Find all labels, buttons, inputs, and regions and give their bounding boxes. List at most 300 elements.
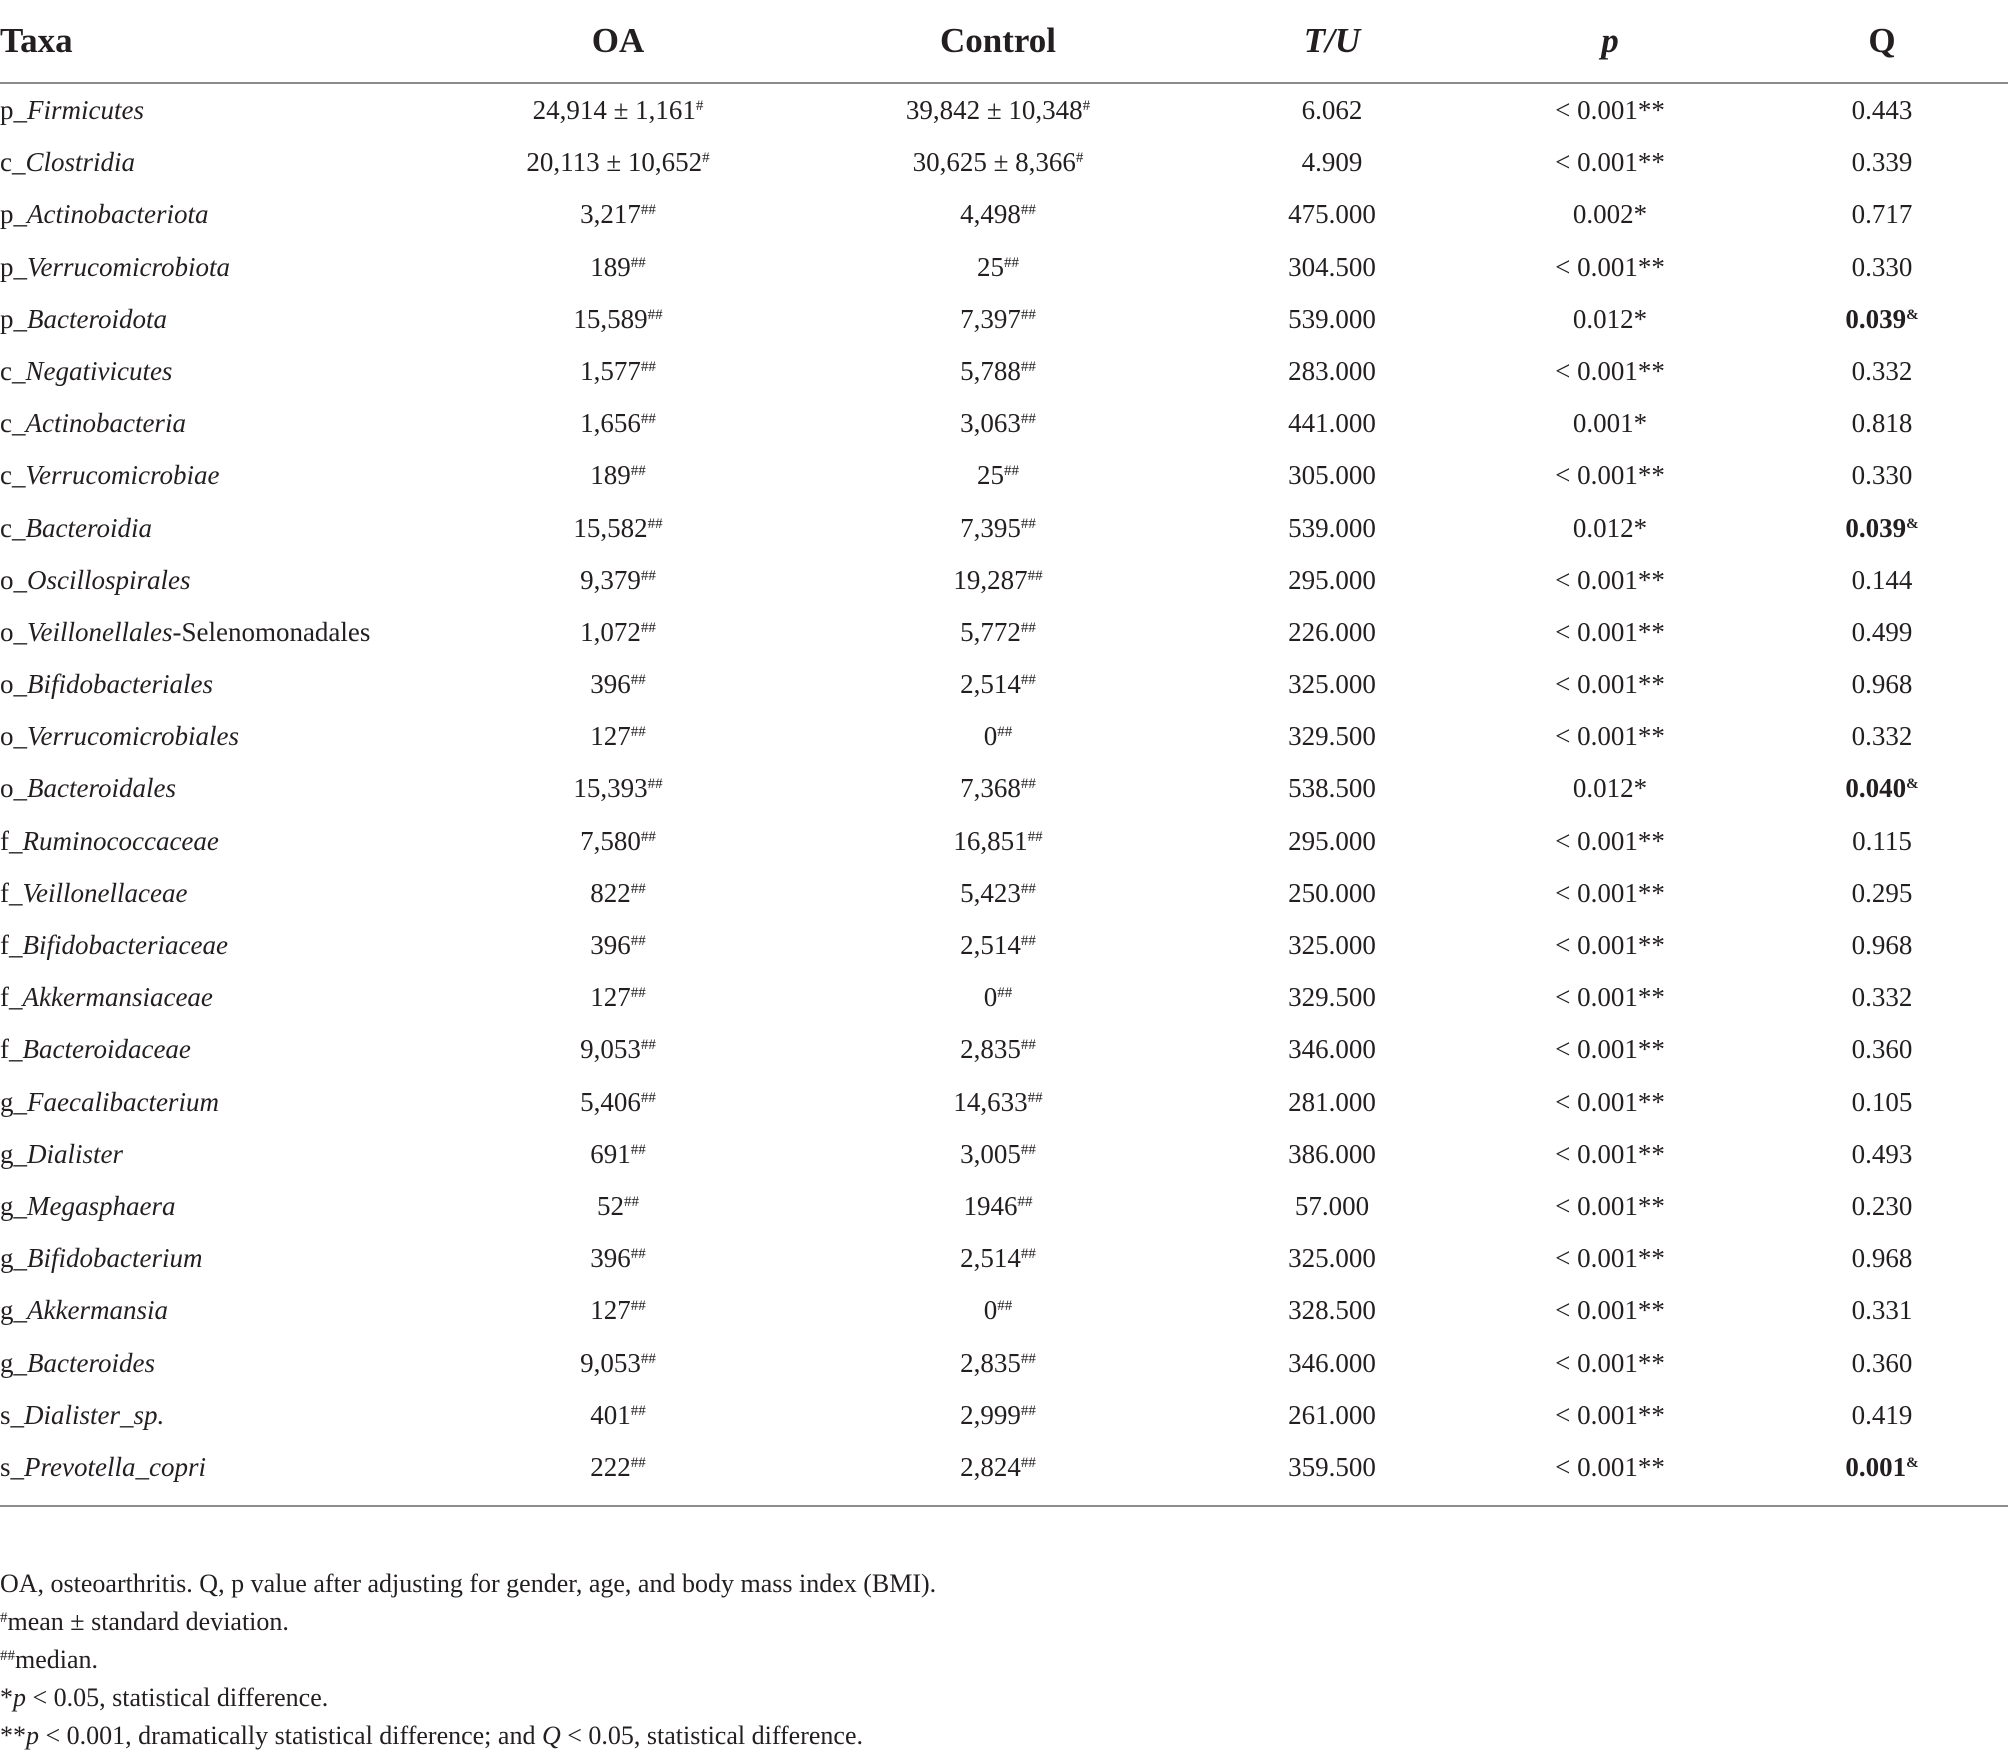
tu-cell: [1288, 606, 1376, 658]
oa-cell: [526, 136, 709, 188]
table-row: [0, 136, 2008, 188]
control-mark: ##: [1020, 1246, 1036, 1263]
control-mark: ##: [1020, 672, 1036, 689]
control-value: 5,772: [960, 616, 1021, 647]
oa-cell: [590, 710, 646, 762]
oa-mark: #: [695, 98, 704, 114]
oa-mark: ##: [640, 619, 656, 636]
tu-value: 283.000: [1288, 355, 1376, 386]
header-oa: OA: [591, 21, 645, 60]
footnote-mark: **: [0, 1721, 26, 1750]
q-cell: [1845, 762, 1918, 814]
tu-value: 328.500: [1288, 1295, 1376, 1326]
q-cell: [1852, 188, 1913, 240]
table-row: [0, 710, 2008, 762]
oa-cell: [597, 1180, 639, 1232]
footnote-dramatic-significance: [0, 1717, 936, 1755]
oa-value: 396: [590, 669, 631, 700]
oa-value: 15,582: [573, 512, 648, 543]
tu-value: 304.500: [1288, 251, 1376, 282]
oa-cell: [590, 1284, 646, 1336]
taxa-rank-prefix: o_: [0, 773, 27, 804]
oa-value: 20,113 ± 10,652: [526, 147, 703, 178]
taxa-cell: [0, 606, 370, 658]
taxa-rank-prefix: f_: [0, 982, 23, 1013]
oa-value: 822: [590, 877, 631, 908]
footnote-median: [0, 1641, 936, 1679]
taxa-name: Bacteroidota: [27, 303, 167, 334]
p-cell: [1573, 397, 1647, 449]
p-value: 0.012*: [1572, 303, 1648, 334]
control-value: 3,005: [960, 1138, 1021, 1169]
q-value: 0.115: [1852, 825, 1912, 856]
tu-value: 325.000: [1288, 669, 1376, 700]
control-cell: [953, 815, 1042, 867]
q-mark: &: [1906, 1454, 1919, 1471]
oa-value: 7,580: [580, 825, 641, 856]
header-taxa: Taxa: [0, 21, 73, 60]
tu-cell: [1288, 762, 1376, 814]
control-cell: [906, 84, 1090, 136]
p-value: < 0.001**: [1555, 1295, 1665, 1326]
p-value: < 0.001**: [1555, 1243, 1665, 1274]
p-cell: [1573, 293, 1647, 345]
q-cell: [1845, 502, 1918, 554]
q-cell: [1852, 1128, 1913, 1180]
control-mark: ##: [1027, 567, 1043, 584]
control-value: 2,514: [960, 1243, 1021, 1274]
table-row: [0, 1076, 2008, 1128]
tu-value: 57.000: [1294, 1190, 1370, 1221]
p-value: < 0.001**: [1555, 877, 1665, 908]
q-cell: [1852, 1023, 1913, 1075]
q-value: 0.039: [1845, 512, 1907, 543]
oa-cell: [580, 1023, 656, 1075]
oa-mark: ##: [630, 1454, 646, 1471]
control-mark: ##: [1004, 463, 1019, 480]
p-value: < 0.001**: [1555, 1034, 1665, 1065]
oa-value: 1,656: [580, 408, 641, 439]
footnote-mark: *: [0, 1683, 13, 1712]
taxa-rank-prefix: f_: [0, 1034, 23, 1065]
control-cell: [977, 241, 1019, 293]
table-row: [0, 1337, 2008, 1389]
q-value: 0.332: [1851, 721, 1913, 752]
oa-mark: ##: [647, 515, 663, 532]
header-q: Q: [1868, 21, 1896, 60]
control-value: 5,788: [960, 355, 1021, 386]
control-cell: [960, 502, 1036, 554]
control-mark: ##: [1020, 306, 1036, 323]
p-value: < 0.001**: [1555, 930, 1665, 960]
p-value: < 0.001**: [1555, 355, 1665, 386]
tu-value: 6.062: [1301, 95, 1363, 125]
q-value: 0.443: [1851, 95, 1913, 125]
oa-mark: ##: [640, 1350, 656, 1367]
taxa-cell: [0, 1284, 168, 1336]
p-value: < 0.001**: [1555, 616, 1665, 647]
table-row: [0, 345, 2008, 397]
table-row: [0, 241, 2008, 293]
oa-value: 3,217: [580, 199, 641, 230]
oa-mark: ##: [640, 411, 656, 428]
taxa-cell: [0, 919, 228, 971]
footnote-text: < 0.001, dramatically statistical difference; and: [39, 1721, 542, 1750]
header-control: Control: [939, 21, 1057, 60]
oa-mark: ##: [640, 202, 656, 219]
control-value: 0: [983, 982, 998, 1013]
taxa-rank-prefix: c_: [0, 408, 26, 439]
control-value: 1946: [963, 1190, 1018, 1221]
control-mark: #: [1082, 98, 1091, 114]
q-value: 0.332: [1851, 982, 1913, 1013]
q-value: 0.332: [1851, 355, 1913, 386]
tu-cell: [1288, 502, 1376, 554]
footnote-variable: Q: [541, 1721, 561, 1750]
q-value: 0.818: [1851, 408, 1913, 439]
header-p: p: [1601, 21, 1619, 60]
q-value: 0.330: [1851, 251, 1913, 282]
taxa-cell: [0, 136, 135, 188]
oa-mark: ##: [640, 1089, 656, 1106]
p-value: < 0.001**: [1555, 982, 1665, 1013]
q-cell: [1852, 710, 1913, 762]
tu-cell: [1288, 345, 1376, 397]
taxa-name: Verrucomicrobiae: [25, 460, 220, 491]
table-row: [0, 867, 2008, 919]
tu-cell: [1288, 1389, 1376, 1441]
control-value: 16,851: [953, 825, 1028, 856]
q-cell: [1852, 867, 1913, 919]
control-value: 3,063: [960, 408, 1021, 439]
control-value: 2,514: [960, 669, 1021, 700]
taxa-cell: [0, 241, 230, 293]
taxa-name: Firmicutes: [27, 95, 144, 125]
taxa-name: Bacteroidia: [25, 512, 152, 543]
control-cell: [960, 762, 1036, 814]
p-cell: [1555, 84, 1665, 136]
taxa-cell: [0, 1076, 219, 1128]
control-cell: [960, 1441, 1036, 1493]
control-value: 39,842 ± 10,348: [905, 95, 1083, 125]
header-tu: T/U: [1303, 21, 1361, 60]
table-row: [0, 554, 2008, 606]
taxa-rank-prefix: g_: [0, 1243, 27, 1274]
oa-cell: [573, 502, 662, 554]
footnote-text: < 0.05, statistical difference.: [560, 1721, 863, 1750]
control-mark: ##: [1020, 1141, 1036, 1158]
q-cell: [1852, 1076, 1913, 1128]
q-cell: [1852, 345, 1913, 397]
control-value: 2,999: [960, 1399, 1021, 1430]
oa-cell: [573, 293, 662, 345]
p-value: < 0.001**: [1555, 1190, 1665, 1221]
control-cell: [960, 867, 1036, 919]
taxa-cell: [0, 188, 208, 240]
taxa-name: Akkermansia: [27, 1295, 168, 1326]
oa-value: 1,072: [580, 616, 641, 647]
table-footnotes: [0, 1565, 936, 1755]
control-cell: [953, 554, 1042, 606]
q-value: 0.968: [1851, 669, 1913, 700]
oa-mark: ##: [630, 1246, 646, 1263]
table-row: [0, 1441, 2008, 1493]
control-cell: [984, 971, 1013, 1023]
q-cell: [1852, 919, 1913, 971]
taxa-cell: [0, 1337, 155, 1389]
control-value: 25: [977, 251, 1004, 282]
control-value: 5,423: [960, 877, 1021, 908]
taxa-rank-prefix: p_: [0, 95, 27, 125]
oa-cell: [590, 1232, 646, 1284]
taxa-rank-prefix: c_: [0, 460, 26, 491]
taxa-name: Actinobacteria: [25, 408, 186, 439]
control-value: 14,633: [953, 1086, 1028, 1117]
oa-cell: [590, 1128, 646, 1180]
control-cell: [984, 710, 1013, 762]
oa-mark: ##: [630, 1402, 646, 1419]
taxa-rank-prefix: g_: [0, 1190, 27, 1221]
taxa-cell: [0, 1180, 175, 1232]
taxa-name: Dialister_sp.: [24, 1399, 165, 1430]
control-cell: [964, 1180, 1033, 1232]
taxa-name: Prevotella_copri: [24, 1451, 206, 1482]
tu-cell: [1288, 188, 1376, 240]
oa-mark: ##: [630, 463, 646, 480]
taxa-rank-prefix: g_: [0, 1086, 27, 1117]
tu-cell: [1288, 867, 1376, 919]
p-cell: [1555, 554, 1665, 606]
taxa-name: Bacteroides: [27, 1347, 155, 1378]
taxa-cell: [0, 710, 239, 762]
footnote-text: < 0.05, statistical difference.: [26, 1683, 329, 1712]
taxa-name: Actinobacteriota: [27, 199, 209, 230]
taxa-name: Veillonellales: [27, 616, 173, 647]
oa-value: 9,053: [580, 1347, 641, 1378]
tu-cell: [1288, 241, 1376, 293]
control-mark: ##: [1020, 619, 1036, 636]
q-value: 0.230: [1851, 1190, 1913, 1221]
taxa-cell: [0, 867, 187, 919]
oa-value: 15,393: [573, 773, 648, 804]
oa-mark: ##: [630, 985, 646, 1002]
q-value: 0.331: [1851, 1295, 1913, 1326]
q-cell: [1852, 971, 1913, 1023]
taxa-cell: [0, 397, 186, 449]
oa-mark: ##: [630, 933, 646, 949]
p-cell: [1555, 1180, 1665, 1232]
taxa-cell: [0, 658, 213, 710]
tu-value: 329.500: [1288, 721, 1376, 752]
tu-cell: [1288, 1128, 1376, 1180]
control-cell: [953, 1076, 1042, 1128]
p-value: < 0.001**: [1555, 1138, 1665, 1169]
q-cell: [1845, 293, 1918, 345]
control-mark: ##: [1020, 1402, 1036, 1419]
footnote-text: mean ± standard deviation.: [7, 1607, 289, 1636]
control-value: 2,835: [960, 1347, 1021, 1378]
taxa-rank-prefix: p_: [0, 199, 27, 230]
oa-mark: ##: [630, 880, 646, 897]
q-value: 0.040: [1845, 773, 1907, 804]
tu-value: 250.000: [1288, 877, 1376, 908]
tu-cell: [1288, 919, 1376, 971]
q-value: 0.295: [1851, 877, 1913, 908]
q-cell: [1852, 449, 1913, 501]
p-cell: [1555, 971, 1665, 1023]
control-value: 19,287: [953, 564, 1028, 595]
oa-mark: ##: [647, 776, 663, 793]
oa-mark: ##: [647, 306, 663, 323]
taxa-name: Oscillospirales: [27, 564, 191, 595]
taxa-rank-prefix: c_: [0, 355, 26, 386]
control-mark: ##: [1020, 1350, 1036, 1367]
p-value: < 0.001**: [1555, 1086, 1665, 1117]
oa-cell: [580, 606, 656, 658]
q-cell: [1852, 136, 1913, 188]
tu-value: 329.500: [1288, 982, 1376, 1013]
p-value: 0.012*: [1572, 512, 1648, 543]
control-value: 0: [983, 721, 998, 752]
control-mark: ##: [1020, 1454, 1036, 1471]
taxa-cell: [0, 1389, 164, 1441]
taxa-cell: [0, 815, 219, 867]
footnote-mean: [0, 1603, 936, 1641]
oa-value: 9,053: [580, 1034, 641, 1065]
control-cell: [960, 1232, 1036, 1284]
control-value: 7,397: [960, 303, 1021, 334]
oa-mark: ##: [630, 254, 646, 271]
taxa-name: Ruminococcaceae: [22, 825, 219, 856]
q-cell: [1852, 606, 1913, 658]
control-mark: ##: [1020, 776, 1036, 793]
control-mark: ##: [1027, 828, 1043, 845]
taxa-rank-prefix: c_: [0, 147, 26, 178]
control-mark: ##: [1020, 515, 1036, 532]
oa-cell: [590, 1389, 646, 1441]
taxa-cell: [0, 293, 167, 345]
q-cell: [1852, 1389, 1913, 1441]
oa-mark: ##: [630, 724, 646, 741]
oa-value: 5,406: [580, 1086, 641, 1117]
tu-cell: [1302, 136, 1363, 188]
taxa-rank-prefix: p_: [0, 303, 27, 334]
p-cell: [1555, 919, 1665, 971]
tu-value: 325.000: [1288, 930, 1376, 960]
p-cell: [1555, 1389, 1665, 1441]
p-value: < 0.001**: [1555, 147, 1665, 178]
tu-value: 4.909: [1301, 147, 1363, 178]
control-cell: [960, 293, 1036, 345]
footnote-text: median.: [15, 1645, 99, 1674]
tu-value: 346.000: [1288, 1034, 1376, 1065]
control-value: 30,625 ± 8,366: [912, 147, 1076, 178]
table-row: [0, 1128, 2008, 1180]
control-mark: ##: [997, 724, 1013, 741]
p-value: < 0.001**: [1555, 95, 1665, 125]
control-mark: ##: [1020, 1037, 1036, 1054]
tu-value: 295.000: [1288, 564, 1376, 595]
taxa-name: Verrucomicrobiota: [27, 251, 230, 282]
p-cell: [1555, 1128, 1665, 1180]
footnote-abbreviations: OA, osteoarthritis. Q, p value after adjusting for gender, age, and body mass index (BMI).: [0, 1569, 937, 1598]
control-value: 2,514: [960, 930, 1021, 960]
p-value: 0.001*: [1572, 408, 1648, 439]
control-mark: ##: [1027, 1089, 1043, 1106]
taxa-name: Dialister: [27, 1138, 124, 1169]
tu-value: 305.000: [1288, 460, 1376, 491]
oa-value: 127: [590, 1295, 631, 1326]
control-cell: [960, 188, 1036, 240]
tu-cell: [1288, 397, 1376, 449]
oa-value: 691: [590, 1138, 631, 1169]
control-cell: [960, 1389, 1036, 1441]
p-cell: [1555, 1076, 1665, 1128]
tu-cell: [1288, 293, 1376, 345]
taxa-cell: [0, 762, 176, 814]
q-cell: [1852, 1284, 1913, 1336]
q-cell: [1852, 397, 1913, 449]
p-cell: [1555, 1232, 1665, 1284]
tu-value: 295.000: [1288, 825, 1376, 856]
p-value: < 0.001**: [1555, 1399, 1665, 1430]
oa-mark: ##: [640, 1037, 656, 1054]
footnote-significance: [0, 1679, 936, 1717]
tu-cell: [1288, 1284, 1376, 1336]
oa-cell: [590, 658, 646, 710]
oa-mark: ##: [630, 1141, 646, 1158]
control-cell: [960, 345, 1036, 397]
control-value: 2,824: [960, 1451, 1021, 1482]
control-value: 7,368: [960, 773, 1021, 804]
oa-value: 24,914 ± 1,161: [532, 95, 696, 125]
q-value: 0.105: [1851, 1086, 1913, 1117]
oa-mark: ##: [630, 1298, 646, 1315]
oa-cell: [580, 188, 656, 240]
taxa-rank-prefix: o_: [0, 616, 27, 647]
tu-value: 441.000: [1288, 408, 1376, 439]
tu-cell: [1295, 1180, 1369, 1232]
tu-cell: [1288, 710, 1376, 762]
q-cell: [1852, 1180, 1913, 1232]
p-cell: [1555, 1441, 1665, 1493]
control-value: 0: [983, 1295, 998, 1326]
tu-value: 539.000: [1288, 303, 1376, 334]
control-mark: ##: [1020, 358, 1036, 375]
taxa-name: Megasphaera: [27, 1190, 176, 1221]
oa-value: 52: [597, 1190, 624, 1221]
table-row: [0, 1023, 2008, 1075]
q-mark: &: [1906, 515, 1919, 532]
p-value: < 0.001**: [1555, 721, 1665, 752]
tu-value: 261.000: [1288, 1399, 1376, 1430]
p-cell: [1555, 136, 1665, 188]
taxa-name: Bifidobacteriales: [27, 669, 213, 700]
tu-value: 475.000: [1288, 199, 1376, 230]
table-row: [0, 762, 2008, 814]
p-value: < 0.001**: [1555, 251, 1665, 282]
p-value: < 0.001**: [1555, 1347, 1665, 1378]
q-cell: [1852, 84, 1913, 136]
taxa-cell: [0, 449, 219, 501]
tu-value: 325.000: [1288, 1243, 1376, 1274]
q-value: 0.360: [1851, 1034, 1913, 1065]
taxa-name: Akkermansiaceae: [22, 982, 213, 1013]
taxa-rank-prefix: o_: [0, 564, 27, 595]
control-value: 7,395: [960, 512, 1021, 543]
p-cell: [1555, 606, 1665, 658]
control-mark: ##: [997, 1298, 1013, 1315]
